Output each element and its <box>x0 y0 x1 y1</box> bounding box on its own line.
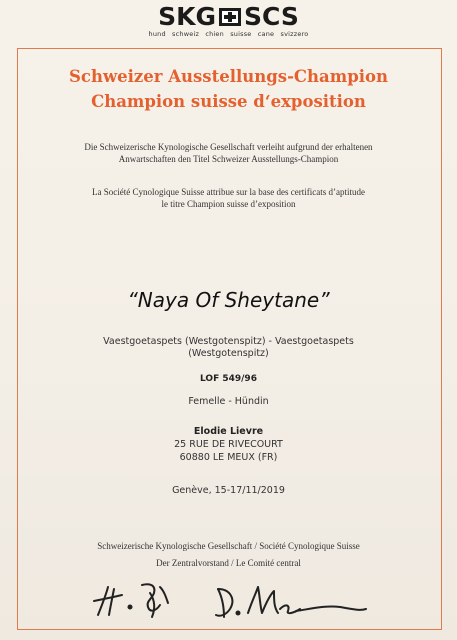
dog-sex: Femelle - Hündin <box>188 396 269 407</box>
dog-registration: LOF 549/96 <box>200 374 257 384</box>
title-french: Champion suisse d‘exposition <box>91 92 366 111</box>
owner-address-line1: 25 RUE DE RIVECOURT <box>174 439 283 450</box>
swiss-cross-logo-icon <box>218 6 242 28</box>
owner-address-line2: 60880 LE MEUX (FR) <box>179 452 278 463</box>
title-german: Schweizer Ausstellungs-Champion <box>68 67 389 86</box>
dog-breed-line1: Vaestgoetaspets (Westgotenspitz) - Vaestgoetaspets <box>103 336 354 347</box>
place-and-date: Genève, 15-17/11/2019 <box>172 485 285 496</box>
intro-german-line1: Die Schweizerische Kynologische Gesellschaft verleiht aufgrund der erhaltenen <box>84 142 373 152</box>
intro-french-line1: La Société Cynologique Suisse attribue sur la base des certificats d’aptitude <box>92 187 365 197</box>
intro-german-line2: Anwartschaften den Titel Schweizer Ausstellungs-Champion <box>118 154 339 164</box>
footer-organization: Schweizerische Kynologische Gesellschaft / Société Cynologique Suisse <box>97 541 360 551</box>
skg-scs-logo <box>0 4 457 38</box>
logo-subtitle: hund schweiz chien suisse cane svizzero <box>148 30 309 38</box>
intro-french <box>30 186 427 210</box>
owner-name: Elodie Lievre <box>193 426 264 437</box>
intro-german <box>30 141 427 165</box>
dog-name: “Naya Of Sheytane” <box>127 288 330 312</box>
intro-french-line2: le titre Champion suisse d’exposition <box>161 199 296 209</box>
logo-text-left: SKG <box>158 2 217 31</box>
dog-breed <box>40 336 417 360</box>
dog-breed-line2: (Westgotenspitz) <box>188 348 269 359</box>
logo-text-right: SCS <box>244 2 299 31</box>
signature-right-icon <box>216 587 366 617</box>
signatures <box>90 575 380 625</box>
footer-committee: Der Zentralvorstand / Le Comité central <box>156 558 301 568</box>
signature-left-icon <box>94 584 168 617</box>
